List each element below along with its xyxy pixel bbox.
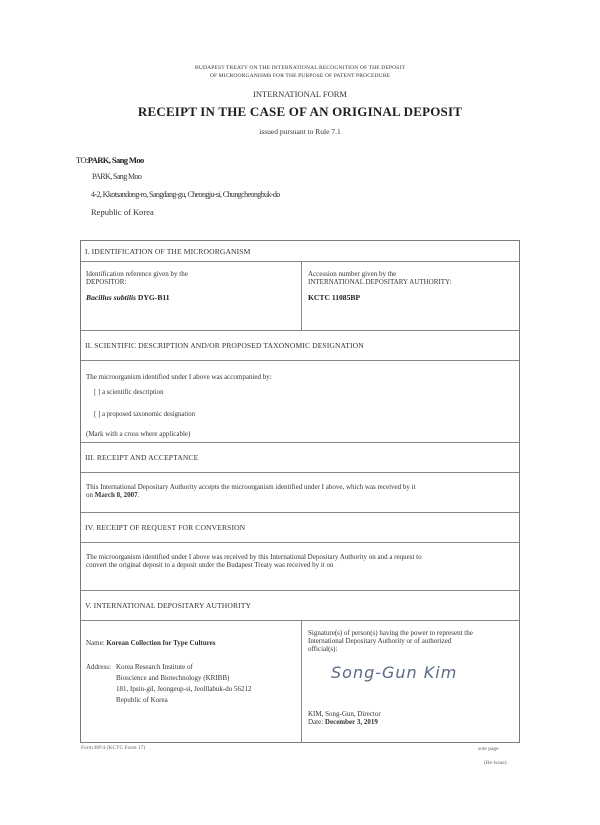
signatory-name: KIM, Song-Gun, Director bbox=[308, 710, 381, 718]
option-taxonomic-designation[interactable] bbox=[94, 411, 195, 418]
acceptance-date-line bbox=[86, 491, 139, 499]
column-divider bbox=[301, 621, 302, 743]
signature-date: December 3, 2019 bbox=[324, 718, 378, 726]
accession-number: KCTC 11085BP bbox=[308, 293, 361, 302]
on-word: on bbox=[86, 491, 93, 499]
received-date: March 8, 2007 bbox=[94, 491, 138, 499]
treaty-title-line-1: BUDAPEST TREATY ON THE INTERNATIONAL RECOGNITION OF THE DEPOSIT bbox=[195, 65, 405, 71]
section-5-heading: V. INTERNATIONAL DEPOSITARY AUTHORITY bbox=[85, 601, 252, 610]
form-type: INTERNATIONAL FORM bbox=[253, 89, 347, 99]
option-label: a scientific description bbox=[101, 389, 164, 396]
section-2-header-row bbox=[81, 331, 519, 361]
organism-species: Bacillus subtilis bbox=[86, 293, 137, 302]
address-line-3: 181, Ipsin-gil, Jeongeup-si, Jeolllabuk-do 56212 bbox=[116, 685, 252, 693]
deposit-form-table bbox=[80, 240, 520, 743]
issued-under-rule: issued pursuant to Rule 7.1 bbox=[259, 127, 341, 136]
column-divider bbox=[301, 262, 302, 330]
recipient-to-line bbox=[76, 155, 144, 165]
authority-name: Korean Collection for Type Cultures bbox=[106, 639, 216, 647]
section-3-content-row bbox=[81, 473, 519, 513]
treaty-title-line-2: OF MICROORGANISMS FOR THE PURPOSE OF PATENT PROCEDURE bbox=[209, 73, 391, 79]
address-label: Address: bbox=[86, 663, 111, 671]
to-label: TO: bbox=[76, 155, 88, 165]
section-1-header-row bbox=[81, 241, 519, 262]
accession-label-2: INTERNATIONAL DEPOSITARY AUTHORITY: bbox=[308, 278, 452, 286]
section-5-content-row bbox=[81, 621, 519, 743]
organism-strain: DYG-B11 bbox=[137, 293, 170, 302]
conversion-text-1: The microorganism identified under I above was received by this International Depositary Authority on and a request to bbox=[86, 553, 422, 561]
section-3-heading: III. RECEIPT AND ACCEPTANCE bbox=[85, 453, 199, 462]
checkbox-scientific-description[interactable]: [ ] bbox=[94, 389, 101, 396]
section-3-header-row bbox=[81, 443, 519, 473]
recipient-address: 4-2, Kkotsandong-ro, Sangdang-gu, Cheongju-si, Chungcheongbuk-do bbox=[91, 190, 280, 199]
date-label: Date: bbox=[308, 718, 324, 726]
depositor-ref-label-1: Identification reference given by the bbox=[86, 270, 188, 278]
conversion-text-2: convert the original deposit to a deposit under the Budapest Treaty was received by it on bbox=[86, 561, 334, 569]
checkbox-taxonomic-designation[interactable]: [ ] bbox=[94, 411, 101, 418]
recipient-country: Republic of Korea bbox=[91, 207, 154, 217]
section-2-heading: II. SCIENTIFIC DESCRIPTION AND/OR PROPOSED TAXONOMIC DESIGNATION bbox=[85, 341, 364, 350]
period: . bbox=[137, 491, 140, 499]
section-1-content-row bbox=[81, 262, 519, 331]
option-scientific-description[interactable] bbox=[94, 389, 163, 396]
to-name: PARK, Sang Moo bbox=[87, 155, 144, 165]
signature-label-3: official(s): bbox=[308, 645, 338, 653]
recipient-name: PARK, Sang Moo bbox=[92, 172, 142, 181]
section-4-header-row bbox=[81, 513, 519, 543]
form-identifier: Form BP/4 (KCTC Form 17) bbox=[81, 745, 146, 751]
depositor-reference bbox=[86, 294, 170, 302]
section-2-content-row bbox=[81, 361, 519, 443]
section-4-content-row bbox=[81, 543, 519, 591]
accession-label-1: Accession number given by the bbox=[308, 270, 397, 278]
signature-label-2: International Depositary Authority or of authorized bbox=[308, 637, 452, 645]
depositor-ref-label-2: DEPOSITOR: bbox=[86, 278, 127, 286]
address-line-2: Bioscience and Biotechnology (KRIBB) bbox=[116, 674, 230, 682]
handwritten-signature: Song-Gun Kim bbox=[331, 663, 458, 682]
address-line-4: Republic of Korea bbox=[116, 696, 168, 704]
signature-date-line bbox=[308, 718, 378, 726]
section-4-heading: IV. RECEIPT OF REQUEST FOR CONVERSION bbox=[85, 523, 246, 532]
mark-note: (Mark with a cross where applicable) bbox=[86, 430, 191, 438]
page-title: RECEIPT IN THE CASE OF AN ORIGINAL DEPOSIT bbox=[137, 104, 463, 119]
description-intro: The microorganism identified under I above was accompanied by: bbox=[86, 373, 272, 381]
acceptance-text: This International Depositary Authority accepts the microorganism identified under I above, which was received by it bbox=[86, 483, 416, 491]
address-line-1: Korea Research Institute of bbox=[116, 663, 193, 671]
section-5-header-row bbox=[81, 591, 519, 621]
section-1-heading: I. IDENTIFICATION OF THE MICROORGANISM bbox=[85, 247, 251, 256]
page-note: sole page bbox=[478, 746, 499, 752]
name-label: Name: bbox=[86, 639, 105, 647]
reissue-note: (Re-issue) bbox=[484, 760, 507, 766]
authority-name-line bbox=[86, 639, 215, 647]
signature-label-1: Signature(s) of person(s) having the power to represent the bbox=[308, 629, 473, 637]
option-label: a proposed taxonomic designation bbox=[101, 411, 195, 418]
